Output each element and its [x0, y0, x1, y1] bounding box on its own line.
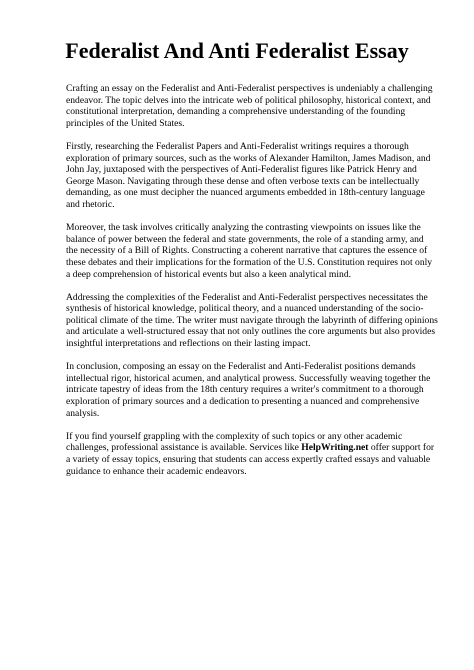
text-line: endeavor. The topic delves into the intricate web of political philosophy, historical context, and — [66, 94, 431, 106]
text-line: balance of power between the federal and state governments, the role of a standing army, and — [66, 233, 424, 245]
text-line: Firstly, researching the Federalist Papers and Anti-Federalist writings requires a thorough — [66, 140, 409, 152]
text-line: intricate tapestry of ideas from the 18th century requires a writer's commitment to a thorough — [66, 384, 424, 396]
text-line: intellectual rigor, historical acumen, and analytical prowess. Successfully weaving together the — [66, 372, 431, 384]
text-line: the necessity of a Bill of Rights. Constructing a coherent narrative that captures the essence of — [66, 245, 428, 257]
text-line: Moreover, the task involves critically analyzing the contrasting viewpoints on issues like the — [66, 222, 421, 234]
text-line: George Mason. Navigating through these dense and often verbose texts can be intellectually — [66, 175, 420, 187]
text-line: exploration of primary sources, such as the works of Alexander Hamilton, James Madison, and — [66, 152, 431, 164]
text-line: and rhetoric. — [66, 198, 115, 210]
text-line-with-link — [66, 442, 435, 454]
text-segment: offer support for — [368, 442, 435, 454]
paragraph-assistance — [66, 430, 435, 477]
document-body — [66, 83, 438, 489]
paragraph-firstly — [66, 141, 430, 211]
text-line: Addressing the complexities of the Federalist and Anti-Federalist perspectives necessitates the — [66, 291, 428, 303]
text-line: synthesis of historical knowledge, political theory, and a nuanced understanding of the socio- — [66, 303, 424, 315]
paragraph-moreover — [66, 222, 433, 280]
text-line: insightful interpretations and reflections on their lasting impact. — [66, 338, 311, 350]
helpwriting-link[interactable]: HelpWriting.net — [301, 442, 369, 454]
text-line: a variety of essay topics, ensuring that students can access expertly crafted essays and valuable — [66, 454, 431, 465]
paragraph-intro — [66, 83, 433, 129]
text-line: these debates and their implications for the formation of the U.S. Constitution requires not only — [66, 256, 433, 268]
text-segment: challenges, professional assistance is available. Services like — [66, 442, 302, 454]
text-line: analysis. — [66, 407, 100, 419]
text-line: exploration of primary sources and a dedication to presenting a nuanced and comprehensive — [66, 396, 420, 408]
text-line: Crafting an essay on the Federalist and Anti-Federalist perspectives is undeniably a challenging — [66, 83, 433, 94]
text-line: guidance to enhance their academic endeavors. — [66, 465, 247, 477]
paragraph-conclusion — [66, 361, 430, 419]
text-line: and articulate a well-structured essay that not only outlines the core arguments but also provides — [66, 326, 436, 338]
paragraph-addressing — [66, 291, 438, 350]
text-line: a deep comprehension of historical events but also a keen analytical mind. — [66, 268, 352, 280]
text-line: principles of the United States. — [66, 117, 185, 129]
text-line: demanding, as one must decipher the nuanced arguments embedded in 18th-century language — [66, 187, 425, 199]
text-line: political climate of the time. The writer must navigate through the labyrinth of differing opinions — [66, 314, 438, 326]
document-title: Federalist And Anti Federalist Essay — [65, 38, 409, 63]
text-line: If you find yourself grappling with the complexity of such topics or any other academic — [66, 430, 403, 442]
text-line: In conclusion, composing an essay on the Federalist and Anti-Federalist positions demands — [66, 361, 416, 373]
text-line: John Jay, juxtaposed with the perspectives of Anti-Federalist figures like Patrick Henry and — [66, 164, 417, 176]
text-line: constitutional interpretation, demanding a comprehensive understanding of the founding — [66, 106, 406, 118]
